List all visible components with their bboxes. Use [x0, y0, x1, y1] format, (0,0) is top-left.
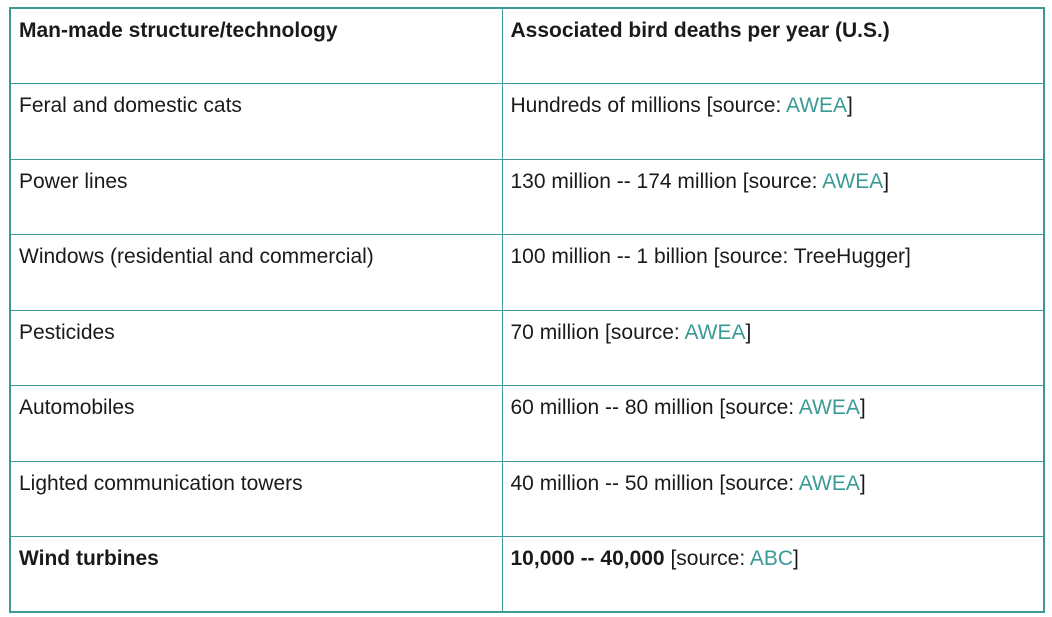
deaths-value: Hundreds of millions [510, 94, 701, 117]
header-structure: Man-made structure/technology [10, 8, 502, 84]
source-suffix: ] [883, 169, 890, 193]
source-prefix: [source: [599, 320, 685, 344]
table-header-row [10, 8, 1044, 84]
structure-cell: Pesticides [10, 310, 502, 386]
source-link[interactable]: AWEA [684, 320, 746, 344]
source-prefix: [source: [713, 396, 799, 419]
table-row [10, 159, 1044, 235]
source-suffix: ] [905, 245, 911, 268]
deaths-cell [502, 84, 1044, 160]
table-row [10, 461, 1044, 537]
deaths-value: 40 million -- 50 million [510, 471, 714, 495]
source-suffix: ] [859, 471, 866, 495]
deaths-cell [502, 235, 1044, 311]
deaths-cell [502, 461, 1044, 537]
header-deaths: Associated bird deaths per year (U.S.) [502, 8, 1044, 84]
source-prefix: [source: [713, 471, 799, 495]
table-row [10, 310, 1044, 386]
deaths-cell [502, 537, 1044, 613]
source-suffix: ] [745, 320, 752, 344]
table-row [10, 386, 1044, 462]
table-row [10, 537, 1044, 613]
structure-cell: Feral and domestic cats [10, 84, 502, 160]
deaths-cell [502, 310, 1044, 386]
source-link[interactable]: AWEA [798, 471, 860, 495]
source-link[interactable]: AWEA [822, 169, 884, 193]
deaths-cell [502, 386, 1044, 462]
structure-cell: Lighted communication towers [10, 461, 502, 537]
deaths-cell [502, 159, 1044, 235]
bird-deaths-table [9, 7, 1045, 613]
source-prefix: [source: [700, 94, 786, 117]
source-link[interactable]: ABC [749, 547, 794, 570]
structure-cell: Automobiles [10, 386, 502, 462]
deaths-value: 100 million -- 1 billion [510, 245, 708, 268]
source-suffix: ] [793, 547, 799, 570]
deaths-value: 60 million -- 80 million [510, 396, 714, 419]
table-row [10, 84, 1044, 160]
source-link[interactable]: AWEA [785, 94, 848, 117]
source-prefix: [source: [707, 245, 794, 268]
structure-cell: Power lines [10, 159, 502, 235]
table-row [10, 235, 1044, 311]
source-prefix: [source: [736, 169, 823, 193]
source-prefix: [source: [664, 547, 750, 570]
source-text: TreeHugger [793, 245, 906, 268]
structure-cell: Windows (residential and commercial) [10, 235, 502, 311]
deaths-value: 10,000 -- 40,000 [510, 547, 665, 570]
deaths-value: 70 million [510, 320, 600, 344]
source-link[interactable]: AWEA [798, 396, 860, 419]
source-suffix: ] [859, 396, 866, 419]
structure-cell: Wind turbines [10, 537, 502, 613]
deaths-value: 130 million -- 174 million [510, 169, 737, 193]
source-suffix: ] [847, 94, 853, 117]
